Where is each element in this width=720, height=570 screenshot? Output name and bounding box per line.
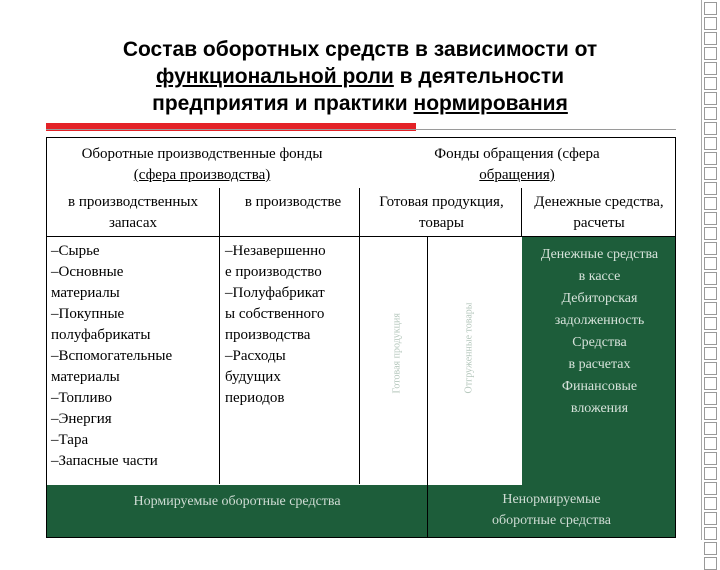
subheader-stocks: в производственных запасах <box>68 194 198 231</box>
non-normed-line1: Ненормируемые <box>502 492 601 507</box>
header-circulation-line1: Фонды обращения (сфера <box>434 146 600 162</box>
list-item: е производство <box>225 264 322 280</box>
list-item: –Расходы <box>225 348 286 364</box>
list-item: –Топливо <box>51 390 113 406</box>
list-item: материалы <box>51 285 120 301</box>
list-item: –Тара <box>51 432 89 448</box>
list-item: –Энергия <box>51 411 112 427</box>
list-item: периодов <box>225 390 285 406</box>
col-stocks-list <box>51 241 219 472</box>
header-production-line1: Оборотные производственные фонды <box>81 146 323 162</box>
list-item: Дебиторская <box>561 291 638 306</box>
list-item: –Незавершенно <box>225 243 326 259</box>
list-item: –Основные <box>51 264 124 280</box>
list-item: в кассе <box>578 269 621 284</box>
col-cash-list <box>527 244 672 420</box>
list-item: –Покупные <box>51 306 125 322</box>
col-production-list <box>225 241 359 409</box>
list-item: будущих <box>225 369 281 385</box>
side-decoration <box>701 0 720 540</box>
non-normed-band <box>428 485 675 537</box>
list-item: материалы <box>51 369 120 385</box>
list-item: полуфабрикаты <box>51 327 151 343</box>
rotated-shipped-goods: Отгруженные товары <box>463 302 475 394</box>
rotated-finished-goods: Готовая продукция <box>391 313 403 394</box>
title-underlined-1: функциональной роли <box>155 65 394 88</box>
divider-line <box>46 129 676 130</box>
slide-title <box>60 36 660 117</box>
list-item: –Запасные части <box>51 453 158 469</box>
normed-band <box>47 485 427 537</box>
classification-table <box>46 137 676 538</box>
list-item: –Полуфабрикат <box>225 285 325 301</box>
subheader-cash: Денежные средства, расчеты <box>534 194 664 231</box>
list-item: вложения <box>570 401 629 416</box>
list-item: ы собственного <box>225 306 325 322</box>
col-sep-1 <box>219 188 220 484</box>
list-item: –Вспомогательные <box>51 348 173 364</box>
list-item: задолженность <box>554 313 645 328</box>
list-item: Денежные средства <box>540 247 659 262</box>
title-line-2: в деятельности <box>393 65 565 88</box>
list-item: Финансовые <box>561 379 638 394</box>
list-item: –Сырье <box>51 243 100 259</box>
list-item: в расчетах <box>568 357 631 372</box>
title-line-1: Состав оборотных средств в зависимости от <box>122 38 598 61</box>
header-production-funds <box>47 144 357 186</box>
list-item: Средства <box>572 335 627 350</box>
list-item: производства <box>225 327 311 343</box>
non-normed-label <box>428 489 675 531</box>
normed-label: Нормируемые оборотные средства <box>133 494 341 509</box>
subheader-finished-goods: Готовая продукция, товары <box>379 194 504 231</box>
title-underlined-2: нормирования <box>413 92 568 115</box>
title-line-3: предприятия и практики <box>152 92 414 115</box>
col-sep-4 <box>521 188 522 236</box>
header-circulation-funds <box>357 144 677 186</box>
header-circulation-line2: обращения) <box>479 167 555 183</box>
non-normed-line2: оборотные средства <box>491 513 611 528</box>
subheader-in-production: в производстве <box>244 194 342 210</box>
header-production-line2: (сфера производства) <box>133 167 271 183</box>
col-sep-2 <box>359 188 360 484</box>
